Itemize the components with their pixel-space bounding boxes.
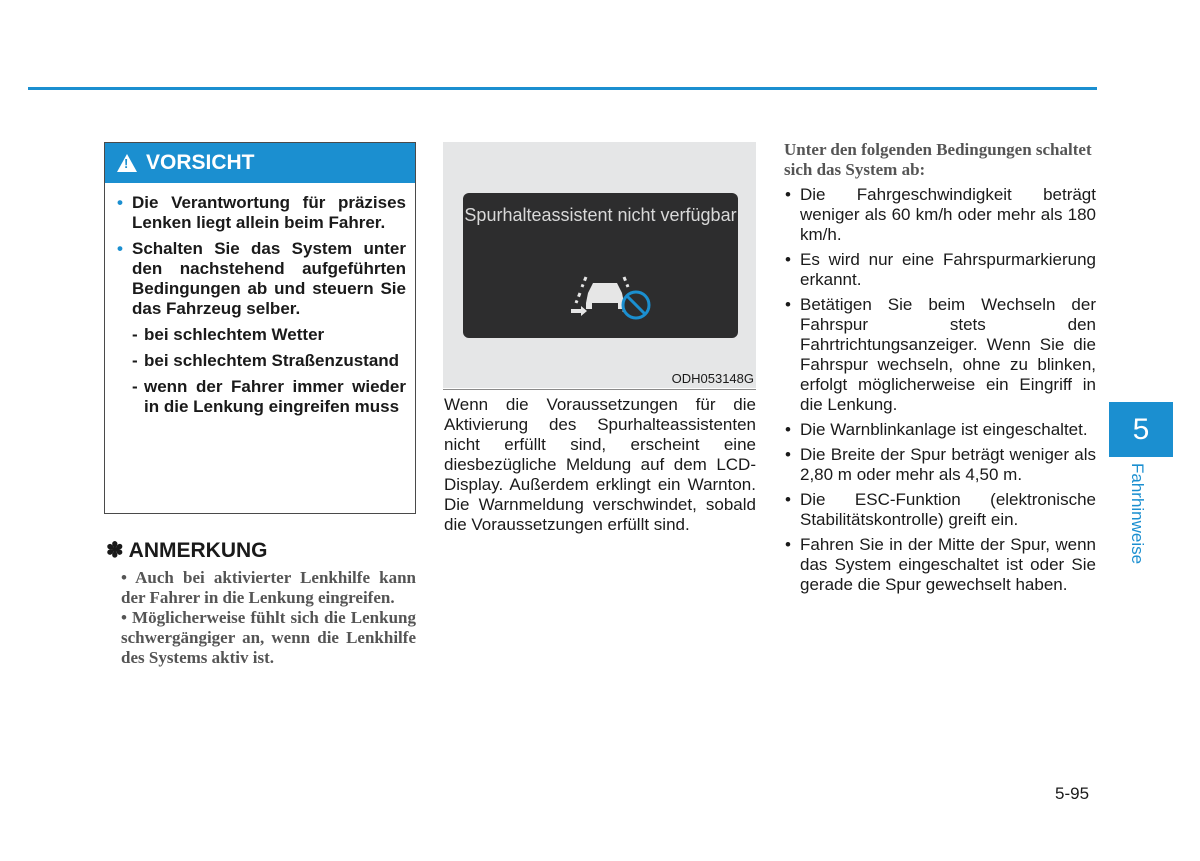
page-number: 5-95 (1055, 784, 1090, 803)
caution-subitem: - bei schlechtem Wetter (132, 325, 325, 344)
condition-item: • Es wird nur eine Fahrspurmarkierung erkannt. (784, 250, 1096, 290)
middle-paragraph: Wenn die Voraussetzungen für die Aktivierung des Spurhalteassistenten nicht erfüllt sind, erscheint eine diesbezügliche Meldung auf dem LCD-Display. Außerdem erklingt ein Warnton. Die Warnmeldung verschwindet, sobald die Voraussetzungen erfüllt sind. (444, 395, 756, 534)
chapter-number-tab: 5 (1109, 402, 1173, 457)
condition-item: • Die ESC-Funktion (elektronische Stabilitätskontrolle) greift ein. (784, 490, 1096, 530)
conditions-heading: Unter den folgenden Bedingungen schaltet sich das System ab: (784, 140, 1092, 179)
caution-subitem: - bei schlechtem Straßenzustand (132, 351, 400, 370)
condition-item: • Fahren Sie in der Mitte der Spur, wenn das System eingeschaltet ist oder Sie gerade die Spur gewechselt haben. (784, 535, 1096, 595)
condition-item: • Die Breite der Spur beträgt weniger als 2,80 m oder mehr als 4,50 m. (784, 445, 1096, 485)
note-item: • Auch bei aktivierter Lenkhilfe kann der Fahrer in die Lenkung eingreifen. (121, 568, 416, 607)
caution-body (105, 183, 415, 417)
conditions-list (784, 185, 1096, 600)
condition-item: • Betätigen Sie beim Wechseln der Fahrspur stets den Fahrtrichtungsanzeiger. Wenn Sie die Fahrspur wechseln, ohne zu blinken, erfolgt möglicherweise ein Eingriff in die Lenkung. (784, 295, 1096, 415)
figure-code: ODH053148G (671, 371, 754, 386)
lcd-figure (443, 142, 756, 388)
caution-header (105, 143, 415, 183)
header-rule (28, 87, 1097, 90)
note-item: • Möglicherweise fühlt sich die Lenkung schwergängiger an, wenn die Lenkhilfe des Systems aktiv ist. (121, 608, 416, 667)
note-body (106, 568, 416, 668)
lane-keeping-unavailable-icon (566, 271, 656, 321)
caution-subitem: - wenn der Fahrer immer wieder in die Lenkung eingreifen muss (132, 377, 406, 416)
caution-title: VORSICHT (146, 151, 255, 174)
figure-rule (443, 389, 756, 390)
caution-subitem-text: wenn der Fahrer immer wieder in die Lenkung eingreifen muss (144, 377, 406, 416)
condition-item: • Die Fahrgeschwindigkeit beträgt weniger als 60 km/h oder mehr als 180 km/h. (784, 185, 1096, 245)
caution-subitem-text: bei schlechtem Wetter (144, 325, 325, 344)
condition-item: • Die Warnblinkanlage ist eingeschaltet. (784, 420, 1096, 440)
caution-subitem-text: bei schlechtem Straßenzustand (144, 351, 400, 370)
note-title: ✽ ANMERKUNG (106, 539, 268, 562)
chapter-label-text: Fahrhinweise (1128, 463, 1147, 565)
warning-triangle-icon (117, 154, 137, 172)
chapter-label (1127, 463, 1149, 573)
caution-box (104, 142, 416, 514)
lcd-display (463, 193, 738, 338)
lcd-message (463, 193, 738, 227)
lcd-message-text: Spurhalteassistent nicht verfügbar (464, 205, 737, 225)
caution-bullet: • Die Verantwortung für präzises Lenken liegt allein beim Fahrer. (117, 193, 406, 233)
caution-bullet: • Schalten Sie das System unter den nachstehend aufgeführten Bedingungen ab und steuern Sie das Fahrzeug selber. (117, 239, 406, 319)
